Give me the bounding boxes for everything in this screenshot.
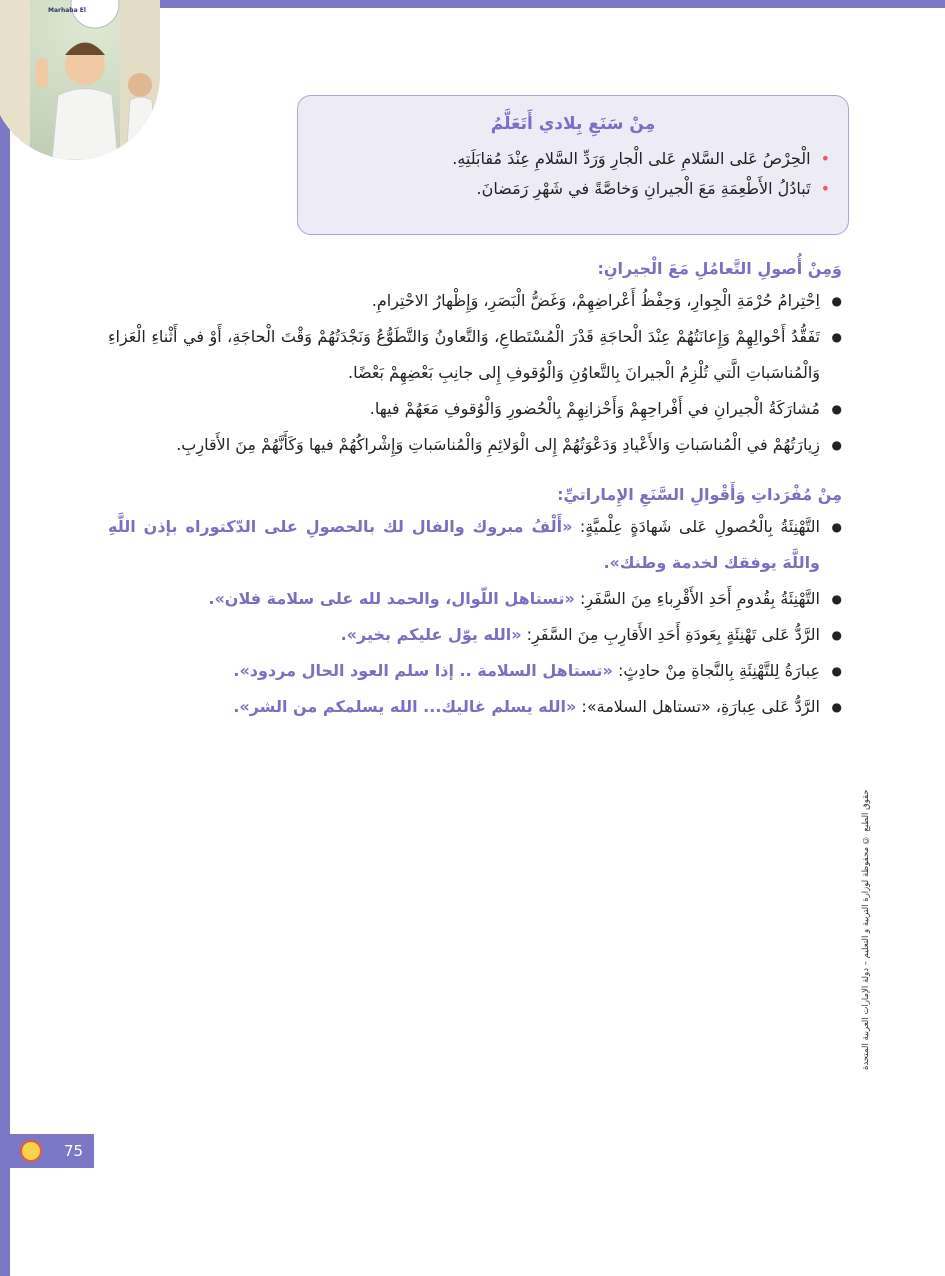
book-logo-icon — [20, 1140, 42, 1162]
list-item-text: اِحْتِرامُ حُرْمَةِ الْجِوارِ، وَحِفْظُ أَعْراضِهِمْ، وَغَضُّ الْبَصَرِ، وَإِظْهارُ الاحْتِرامِ. — [371, 291, 820, 310]
copyright-note: حقوق الطبع © محفوظة لوزارة التربية و التعليم – دولة الإمارات العربية المتحدة — [861, 789, 871, 1071]
bullet-icon: ● — [831, 664, 842, 678]
list-item-text: تَفَقُّدُ أَحْوالِهِمْ وَإِعانَتُهُمْ عِنْدَ الْحاجَةِ قَدْرَ الْمُسْتَطاعِ، وَالتَّعاونُ وَالتَّطَوُّعُ وَنَجْدَتُهُمْ وَقْتَ الْحاجَةِ، أَوْ في أَثْناءِ الْعَزاءِ وَالْمُناسَباتِ الَّتي تُلْزِمُ الْجيرانَ بِالتَّعاوُنِ وَالْوُقوفِ إِلى جانِبِ بَعْضِهِمْ بَعْضًا. — [108, 327, 820, 382]
list-item-text — [108, 617, 820, 653]
list-item — [108, 617, 842, 653]
bullet-icon: ● — [831, 330, 842, 344]
list-item — [108, 689, 842, 725]
list-item — [108, 581, 842, 617]
saying-quote: «الله يسلم غاليك... الله يسلمكم من الشر». — [233, 697, 577, 716]
list-item-text — [108, 581, 820, 617]
section-title-emirati-sayings: مِنْ مُفْرَداتِ وَأَقْوالِ السَّنَعِ الإِماراتيِّ: — [557, 485, 842, 504]
page-number-badge — [10, 1134, 94, 1168]
red-bullet-icon: • — [820, 179, 830, 198]
bullet-icon: ● — [831, 294, 842, 308]
bullet-icon: ● — [831, 628, 842, 642]
list-item — [108, 427, 842, 463]
saying-context: عِبارَةُ لِلتَّهْنِئَةِ بِالنَّجاةِ مِنْ حادِثٍ: — [612, 661, 820, 680]
bullet-icon: ● — [831, 402, 842, 416]
saying-quote: «الله يوّل عليكم بخير». — [340, 625, 522, 644]
list-item-text — [108, 653, 820, 689]
info-box-item-text: الْحِرْصُ عَلى السَّلامِ عَلى الْجارِ وَرَدِّ السَّلامِ عِنْدَ مُقابَلَتِهِ. — [452, 149, 811, 168]
bullet-icon: ● — [831, 520, 842, 534]
bullet-icon: ● — [831, 592, 842, 606]
list-item — [108, 283, 842, 319]
list-item — [108, 391, 842, 427]
info-box-item — [316, 174, 830, 204]
list-item-text — [108, 689, 820, 725]
list-item-text: مُشارَكَةُ الْجيرانِ في أَفْراحِهِمْ وَأَحْزانِهِمْ بِالْحُضورِ وَالْوُقوفِ مَعَهُمْ فيها. — [369, 399, 820, 418]
list-item — [108, 509, 842, 581]
list-item-text — [108, 509, 820, 581]
info-box-title: مِنْ سَنَعِ بِلادي أَتَعَلَّمُ — [490, 114, 656, 134]
saying-quote: «تستاهل اللّوال، والحمد لله على سلامة فلان». — [208, 589, 575, 608]
main-content — [108, 255, 842, 725]
info-box-item-text: تَبادُلُ الأَطْعِمَةِ مَعَ الْجيرانِ وَخاصَّةً في شَهْرِ رَمَضانَ. — [476, 179, 811, 198]
saying-quote: «أَلْفُ مبروك والفال لك بالحصولِ على الدّكتوراه بإذن اللَّهِ واللَّهَ يوفقك لخدمة وطنك». — [108, 517, 820, 572]
page-number: 75 — [64, 1142, 84, 1160]
saying-context: الرَّدُّ عَلى تَهْنِئَةٍ بِعَودَةِ أَحَدِ الأَقارِبِ مِنَ السَّفَرِ: — [521, 625, 820, 644]
red-bullet-icon: • — [820, 149, 830, 168]
list-item-text: زِيارَتُهُمْ في الْمُناسَباتِ وَالأَعْيادِ وَدَعْوَتُهُمْ إِلى الْوَلائِمِ وَالْمُناسَباتِ وَإِشْراكُهُمْ فيها وَكَأَنَّهُمْ مِنَ الأَقارِبِ. — [176, 435, 820, 454]
section-title-neighbor-principles: وَمِنْ أُصولِ التَّعامُلِ مَعَ الْجيرانِ: — [597, 259, 842, 278]
illustration-drawing — [0, 0, 160, 160]
bullet-icon: ● — [831, 700, 842, 714]
saying-context: التَّهْنِئَةُ بِالْحُصولِ عَلى شَهادَةٍ عِلْميَّةٍ: — [572, 517, 821, 536]
saying-context: الرَّدُّ عَلى عِبارَةِ، «تستاهل السلامة»: — [576, 697, 820, 716]
children-greeting-illustration — [0, 0, 160, 160]
info-box-item — [316, 144, 830, 174]
bullet-icon: ● — [831, 438, 842, 452]
top-color-bar — [150, 0, 945, 8]
left-color-strip — [0, 0, 10, 1276]
saying-context: التَّهْنِئَةُ بِقُدومِ أَحَدِ الأَقْرِباءِ مِنَ السَّفَرِ: — [574, 589, 820, 608]
saying-quote: «تستاهل السلامة .. إذا سلم العود الحال مردود». — [233, 661, 613, 680]
learn-from-my-country-box — [297, 95, 849, 235]
list-item — [108, 653, 842, 689]
illustration-caption: Marhaba El — [48, 7, 86, 14]
list-item — [108, 319, 842, 391]
